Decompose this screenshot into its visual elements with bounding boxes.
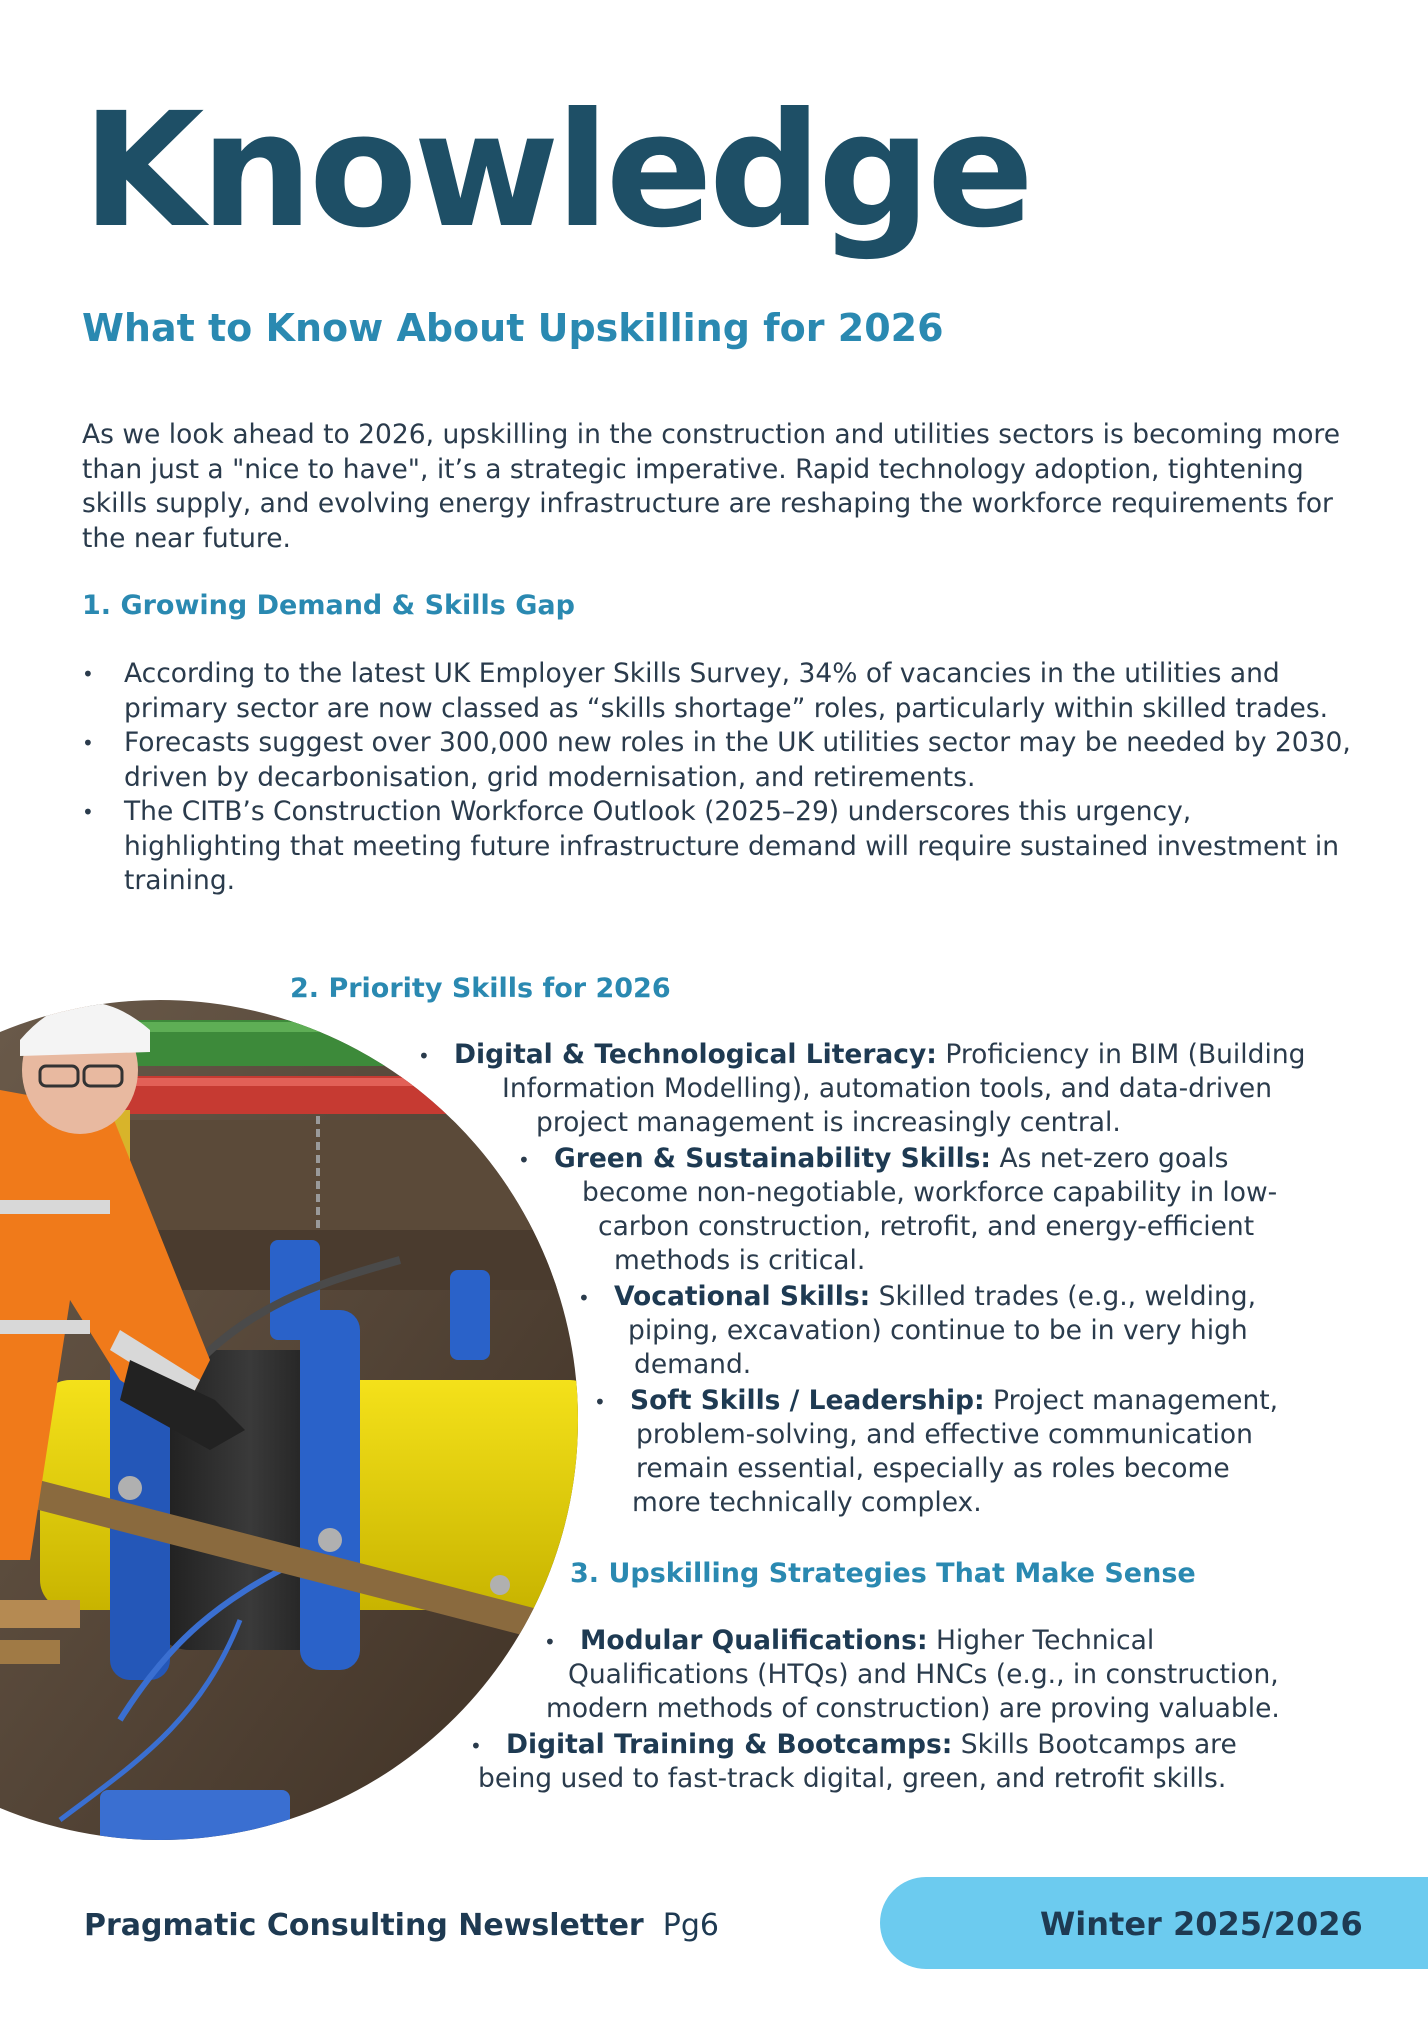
list-item-line: being used to fast-track digital, green, and retrofit skills.	[478, 1763, 1227, 1794]
list-item: • Digital & Technological Literacy: Proficiency in BIM (Building	[418, 1039, 1306, 1070]
list-item: • Vocational Skills: Skilled trades (e.g., welding,	[578, 1281, 1257, 1312]
list-item-line: carbon construction, retrofit, and energy-efficient	[598, 1211, 1255, 1242]
list-item-line: Information Modelling), automation tools, and data-driven	[502, 1073, 1273, 1104]
list-item: • Green & Sustainability Skills: As net-zero goals	[518, 1143, 1229, 1174]
list-item: • Digital Training & Bootcamps: Skills Bootcamps are	[470, 1729, 1237, 1760]
list-item: • According to the latest UK Employer Skills Survey, 34% of vacancies in the utilities and primary sector are now classed as “skills shortage” roles, particularly within skilled trades.	[82, 657, 1352, 726]
list-item-line: problem-solving, and effective communication	[636, 1419, 1253, 1450]
list-item: • Modular Qualifications: Higher Technical	[544, 1625, 1155, 1656]
list-item-line: methods is critical.	[614, 1245, 866, 1276]
list-item-line: demand.	[634, 1349, 752, 1380]
intro-paragraph: As we look ahead to 2026, upskilling in the construction and utilities sectors is becoming more than just a "nice to have", it’s a strategic imperative. Rapid technology adoption, tightening skills supply, and evolving energy infrastructure are reshaping the workforce requirements for the near future.	[82, 419, 1341, 554]
page-subtitle: What to Know About Upskilling for 2026	[82, 306, 944, 350]
footer-edition: Winter 2025/2026	[1040, 1905, 1363, 1943]
list-item-line: remain essential, especially as roles become	[636, 1453, 1230, 1484]
section-3-heading: 3. Upskilling Strategies That Make Sense	[570, 1558, 1196, 1589]
list-item: • The CITB’s Construction Workforce Outlook (2025–29) underscores this urgency, highlighting that meeting future infrastructure demand will require sustained investment in training.	[82, 795, 1352, 899]
section-2-heading: 2. Priority Skills for 2026	[290, 973, 671, 1004]
list-item-line: project management is increasingly central.	[536, 1107, 1121, 1138]
list-item-line: Qualifications (HTQs) and HNCs (e.g., in construction,	[568, 1659, 1279, 1690]
list-item-line: become non-negotiable, workforce capability in low-	[582, 1177, 1278, 1208]
list-item: • Soft Skills / Leadership: Project management,	[594, 1385, 1279, 1416]
worker-pipe-photo	[0, 1000, 580, 1840]
list-item-line: piping, excavation) continue to be in very high	[628, 1315, 1248, 1346]
page-number: Pg6	[662, 1908, 720, 1943]
newsletter-name: Pragmatic Consulting Newsletter	[84, 1908, 644, 1943]
section-1-list	[82, 657, 1352, 899]
footer-newsletter	[84, 1908, 719, 1943]
list-item-line: more technically complex.	[632, 1487, 982, 1518]
list-item-line: modern methods of construction) are proving valuable.	[546, 1693, 1280, 1724]
page-title: Knowledge	[82, 79, 1031, 263]
list-item: • Forecasts suggest over 300,000 new roles in the UK utilities sector may be needed by 2030, driven by decarbonisation, grid modernisation, and retirements.	[82, 726, 1352, 795]
section-1-heading: 1. Growing Demand & Skills Gap	[82, 590, 575, 621]
